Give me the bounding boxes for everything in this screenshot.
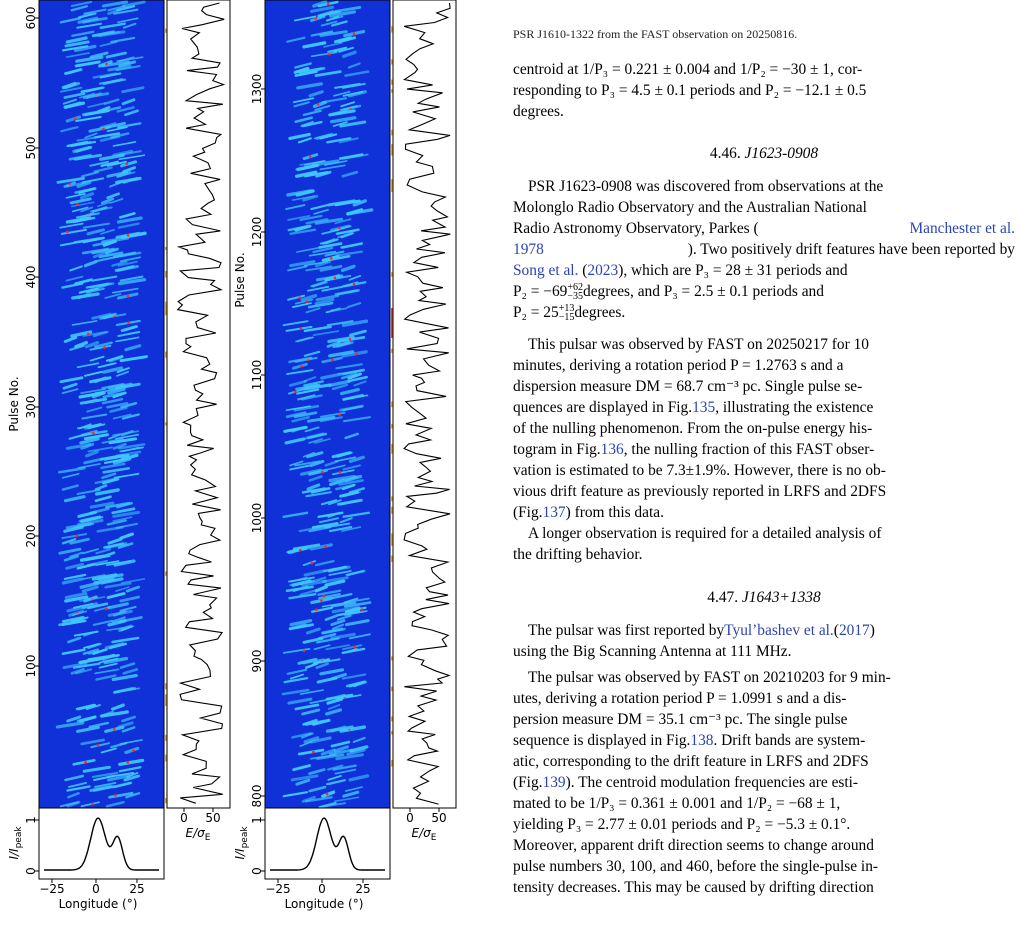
intensity-peak xyxy=(334,277,337,280)
text-line: quences are displayed in Fig.135, illustrating the existence xyxy=(513,399,874,416)
section-number: 4.47. xyxy=(707,589,739,606)
section-heading-4-46 xyxy=(513,145,1015,163)
figure-caption xyxy=(513,4,1015,42)
text-line: vious drift feature as previously reported in LRFS and 2DFS xyxy=(513,483,887,500)
right-waterfall-background xyxy=(265,0,390,808)
intensity-peak xyxy=(75,535,78,538)
intensity-peak xyxy=(326,793,329,796)
intensity-peak xyxy=(103,346,106,349)
paragraph-j1643-intro xyxy=(513,620,1015,662)
intensity-peak xyxy=(327,3,330,6)
text-line: mated to be 1/P₃ = 0.361 ± 0.001 and 1/P₂ = −68 ± 1, xyxy=(513,795,841,812)
citation-link[interactable]: Manchester et al. xyxy=(909,220,1015,237)
right-energy-xlabel: $E/\sigma_E$ xyxy=(411,826,437,843)
right-energy-panel xyxy=(393,0,456,808)
intensity-peak xyxy=(330,257,333,260)
text-line: using the Big Scanning Antenna at 111 MHz. xyxy=(513,643,792,660)
text-line: of the nulling phenomenon. From the on-pulse energy his- xyxy=(513,420,873,437)
left-waterfall-background xyxy=(39,0,164,808)
intensity-peak xyxy=(309,155,312,158)
section-title: J1623-0908 xyxy=(744,145,819,162)
right-xtick-neg25: −25 xyxy=(265,882,291,896)
text-line: P₂ = −69 +62 −35 degrees, and P₃ = 2.5 ± 0.1 periods and xyxy=(513,282,824,303)
left-ytick-200: 200 xyxy=(24,524,38,548)
intensity-peak xyxy=(353,283,356,286)
text-line: 1978 ). Two positively drift features have been reported by xyxy=(513,241,1015,258)
left-xlabel: Longitude (°) xyxy=(58,897,138,911)
intensity-peak xyxy=(127,322,130,325)
intensity-peak xyxy=(84,761,87,764)
left-energy-xtick-50: 50 xyxy=(205,811,221,825)
intensity-peak xyxy=(314,17,317,20)
right-ylabel: Pulse No. xyxy=(233,252,247,308)
intensity-peak xyxy=(96,744,99,747)
intensity-peak xyxy=(105,608,108,611)
intensity-peak xyxy=(353,32,356,35)
text-line: the drifting behavior. xyxy=(513,546,643,563)
left-ytick-100: 100 xyxy=(24,654,38,678)
intensity-peak xyxy=(305,300,308,303)
text-line: The pulsar was first reported byTyul’bashev et al.(2017) xyxy=(528,622,875,639)
intensity-peak xyxy=(331,359,334,362)
text-line: persion measure DM = 35.1 cm⁻³ pc. The single pulse xyxy=(513,711,848,728)
left-profile-ytick-1: 1 xyxy=(24,816,38,824)
figure-ref-link[interactable]: 137 xyxy=(542,504,566,521)
intensity-peak xyxy=(323,595,326,598)
intensity-peak xyxy=(312,751,315,754)
intensity-peak xyxy=(125,163,128,166)
figure-ref-link[interactable]: 135 xyxy=(692,399,716,416)
intensity-peak xyxy=(315,608,318,611)
right-ytick-1000: 1000 xyxy=(250,502,264,534)
intensity-peak xyxy=(320,599,323,602)
intensity-peak xyxy=(294,390,297,393)
intensity-peak xyxy=(328,53,331,56)
section-number: 4.46. xyxy=(709,145,741,162)
right-xtick-0: 0 xyxy=(318,882,326,896)
text-line: responding to P₃ = 4.5 ± 0.1 periods and P₂ = −12.1 ± 0.5 xyxy=(513,82,867,99)
left-xtick-neg25: −25 xyxy=(39,882,65,896)
intensity-peak xyxy=(127,234,130,237)
section-heading-4-47 xyxy=(513,589,1015,607)
text-line: tensity decreases. This may be caused by drifting direction xyxy=(513,879,874,896)
right-energy-xtick-0: 0 xyxy=(406,811,414,825)
intensity-peak xyxy=(324,546,327,549)
figure xyxy=(0,0,500,933)
text-line: minutes, deriving a rotation period P = 1.2763 s and a xyxy=(513,357,844,374)
left-xtick-25: 25 xyxy=(129,882,145,896)
intensity-peak xyxy=(360,608,363,611)
left-ytick-300: 300 xyxy=(24,395,38,419)
right-ytick-800: 800 xyxy=(250,784,264,808)
citation-link[interactable]: Song et al. xyxy=(513,262,579,279)
text-line: togram in Fig.136, the nulling fraction of this FAST obser- xyxy=(513,441,875,458)
left-profile-panel xyxy=(39,808,164,879)
intensity-peak xyxy=(105,63,108,66)
text-line: Song et al. (2023), which are P₃ = 28 ± 31 periods and xyxy=(513,262,848,279)
intensity-peak xyxy=(127,295,130,298)
intensity-peak xyxy=(74,118,77,121)
intensity-peak xyxy=(298,296,301,299)
right-xlabel: Longitude (°) xyxy=(284,897,364,911)
intensity-peak xyxy=(338,413,341,416)
right-ytick-1200: 1200 xyxy=(250,216,264,248)
text-line: pulse numbers 30, 100, and 460, before the single-pulse in- xyxy=(513,858,879,875)
caption-line: PSR J1610-1322 from the FAST observation on 20250816. xyxy=(513,27,798,41)
text-line: This pulsar was observed by FAST on 20250217 for 10 xyxy=(528,336,869,353)
citation-year-link[interactable]: 1978 xyxy=(513,241,544,258)
citation-year-link[interactable]: 2017 xyxy=(838,622,870,639)
svg-text:I/Ipeak: $I/I_{peak}$ xyxy=(233,826,250,860)
section-title: J1643+1338 xyxy=(741,589,821,606)
paragraph-j1643-fast xyxy=(513,667,1015,898)
right-energy-xtick-50: 50 xyxy=(431,811,447,825)
right-profile-ylabel xyxy=(233,826,250,860)
paragraph-p3-result xyxy=(513,59,1015,122)
right-ytick-1300: 1300 xyxy=(250,73,264,105)
text-line: yielding P₃ = 2.77 ± 0.01 periods and P₂ = −5.3 ± 0.1°. xyxy=(513,816,851,833)
figure-ref-link[interactable]: 139 xyxy=(542,774,566,791)
left-profile-ylabel xyxy=(7,826,24,860)
intensity-peak xyxy=(91,803,94,806)
left-waterfall xyxy=(39,0,164,808)
text-line: utes, deriving a rotation period P = 1.0991 s and a dis- xyxy=(513,690,847,707)
intensity-peak xyxy=(127,761,130,764)
right-ytick-900: 900 xyxy=(250,649,264,673)
left-ylabel: Pulse No. xyxy=(7,376,21,432)
intensity-peak xyxy=(114,794,117,797)
right-xtick-25: 25 xyxy=(355,882,371,896)
paragraph-j1623-fast xyxy=(513,334,1015,523)
intensity-peak xyxy=(349,338,352,341)
intensity-peak xyxy=(102,128,105,131)
left-ytick-600: 600 xyxy=(24,6,38,30)
intensity-peak xyxy=(66,231,69,234)
text-line: dispersion measure DM = 68.7 cm⁻³ pc. Single pulse se- xyxy=(513,378,863,395)
intensity-peak xyxy=(87,333,90,336)
right-profile-panel xyxy=(265,808,390,879)
citation-year-link[interactable]: 2023 xyxy=(587,262,619,279)
left-xtick-0: 0 xyxy=(92,882,100,896)
intensity-peak xyxy=(311,562,314,565)
text-line: A longer observation is required for a detailed analysis of xyxy=(528,525,882,542)
pulse-stack-figure xyxy=(0,0,500,933)
left-energy-xtick-0: 0 xyxy=(180,811,188,825)
text-line: Moreover, apparent drift direction seems to change around xyxy=(513,837,874,854)
intensity-peak xyxy=(300,365,303,368)
paragraph-j1623-conclusion xyxy=(513,523,1015,565)
intensity-peak xyxy=(339,471,342,474)
intensity-peak xyxy=(113,728,116,731)
left-energy-panel xyxy=(167,0,230,808)
text-column xyxy=(513,0,1015,933)
left-profile-ytick-0: 0 xyxy=(24,867,38,875)
right-yticks xyxy=(250,74,264,808)
figure-ref-link[interactable]: 136 xyxy=(600,441,624,458)
intensity-peak xyxy=(321,471,324,474)
intensity-peak xyxy=(353,646,356,649)
text-line: sequence is displayed in Fig.138. Drift bands are system- xyxy=(513,732,866,749)
intensity-peak xyxy=(76,203,79,206)
right-profile-ytick-0: 0 xyxy=(250,867,264,875)
citation-link[interactable]: Tyul’bashev et al. xyxy=(724,622,834,639)
intensity-peak xyxy=(317,103,320,106)
intensity-peak xyxy=(355,353,358,356)
text-line: PSR J1623-0908 was discovered from observations at the xyxy=(528,178,884,195)
text-line: Radio Astronomy Observatory, Parkes ( Manchester et al. xyxy=(513,220,1015,237)
right-profile-ytick-1: 1 xyxy=(250,816,264,824)
left-ytick-400: 400 xyxy=(24,265,38,289)
text-line: (Fig.137) from this data. xyxy=(513,504,664,521)
text-line: The pulsar was observed by FAST on 20210203 for 9 min- xyxy=(528,669,891,686)
intensity-peak xyxy=(132,749,135,752)
right-waterfall xyxy=(265,0,390,808)
right-ytick-1100: 1100 xyxy=(250,359,264,391)
intensity-peak xyxy=(303,650,306,653)
text-line: atic, corresponding to the drift feature in LRFS and 2DFS xyxy=(513,753,869,770)
intensity-peak xyxy=(92,432,95,435)
intensity-peak xyxy=(299,549,302,552)
text-line: vation is estimated to be 7.3±1.9%. However, there is no ob- xyxy=(513,462,886,479)
text-line: P₂ = 25 +13 −15 degrees. xyxy=(513,303,626,324)
text-line: centroid at 1/P₃ = 0.221 ± 0.004 and 1/P₂ = −30 ± 1, cor- xyxy=(513,61,863,78)
text-line: Molonglo Radio Observatory and the Australian National xyxy=(513,199,867,216)
figure-ref-link[interactable]: 138 xyxy=(690,732,714,749)
svg-text:I/Ipeak: $I/I_{peak}$ xyxy=(7,826,24,860)
left-yticks xyxy=(24,7,38,678)
paragraph-j1623-intro xyxy=(513,176,1015,323)
intensity-peak xyxy=(300,328,303,331)
left-energy-xlabel: $E/\sigma_E$ xyxy=(185,826,211,843)
text-line: (Fig.139). The centroid modulation frequencies are esti- xyxy=(513,774,859,791)
left-ytick-500: 500 xyxy=(24,136,38,160)
text-line: degrees. xyxy=(513,103,564,120)
